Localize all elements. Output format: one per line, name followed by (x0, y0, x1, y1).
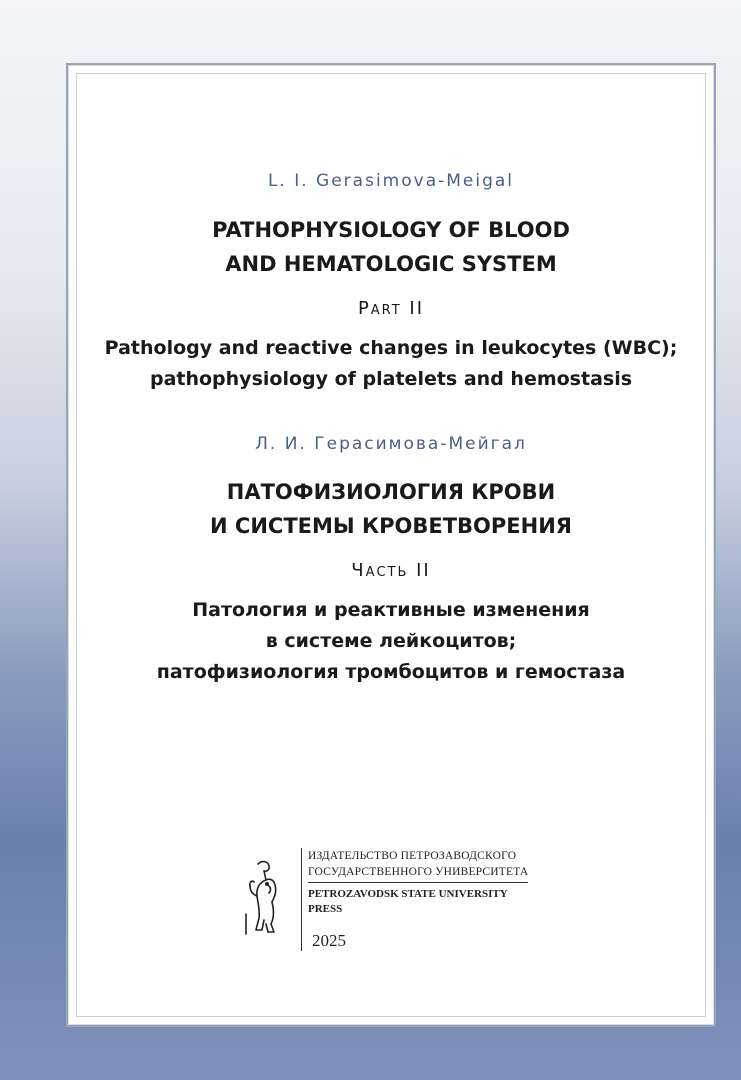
title-ru (68, 475, 714, 543)
part-ru-label: Часть II (351, 560, 431, 581)
publisher-block (244, 848, 564, 968)
book-cover (66, 63, 716, 1027)
publisher-en-line-1: PETROZAVODSK STATE UNIVERSITY (308, 888, 508, 900)
bear-logo-icon (244, 858, 288, 938)
title-en-line-2: AND HEMATOLOGIC SYSTEM (225, 252, 557, 276)
subtitle-ru-line-2: в системе лейкоцитов; (265, 630, 517, 652)
author-en: L. I. Gerasimova-Meigal (267, 171, 515, 191)
publisher-text (301, 848, 528, 951)
author-ru: Л. И. Герасимова-Мейгал (255, 434, 527, 454)
part-en (68, 298, 714, 319)
subtitle-en-line-2: pathophysiology of platelets and hemostasis (149, 368, 633, 390)
title-ru-line-2: И СИСТЕМЫ КРОВЕТВОРЕНИЯ (210, 514, 572, 538)
subtitle-en-line-1: Pathology and reactive changes in leukocytes (WBC); (104, 337, 678, 359)
subtitle-ru-line-3: патофизиология тромбоцитов и гемостаза (156, 661, 626, 683)
title-en (68, 213, 714, 281)
part-ru (68, 560, 714, 581)
subtitle-ru-line-1: Патология и реактивные изменения (192, 599, 590, 621)
subtitle-en (68, 333, 714, 395)
title-ru-line-1: ПАТОФИЗИОЛОГИЯ КРОВИ (226, 480, 556, 504)
subtitle-ru (68, 595, 714, 688)
publication-year: 2025 (312, 931, 346, 950)
title-en-line-1: PATHOPHYSIOLOGY OF BLOOD (212, 218, 570, 242)
part-en-label: Part II (357, 298, 425, 319)
publisher-ru-line-2: ГОСУДАРСТВЕННОГО УНИВЕРСИТЕТА (308, 864, 528, 883)
publisher-en-line-2: PRESS (308, 903, 343, 915)
publisher-ru-line-1: ИЗДАТЕЛЬСТВО ПЕТРОЗАВОДСКОГО (308, 850, 517, 862)
